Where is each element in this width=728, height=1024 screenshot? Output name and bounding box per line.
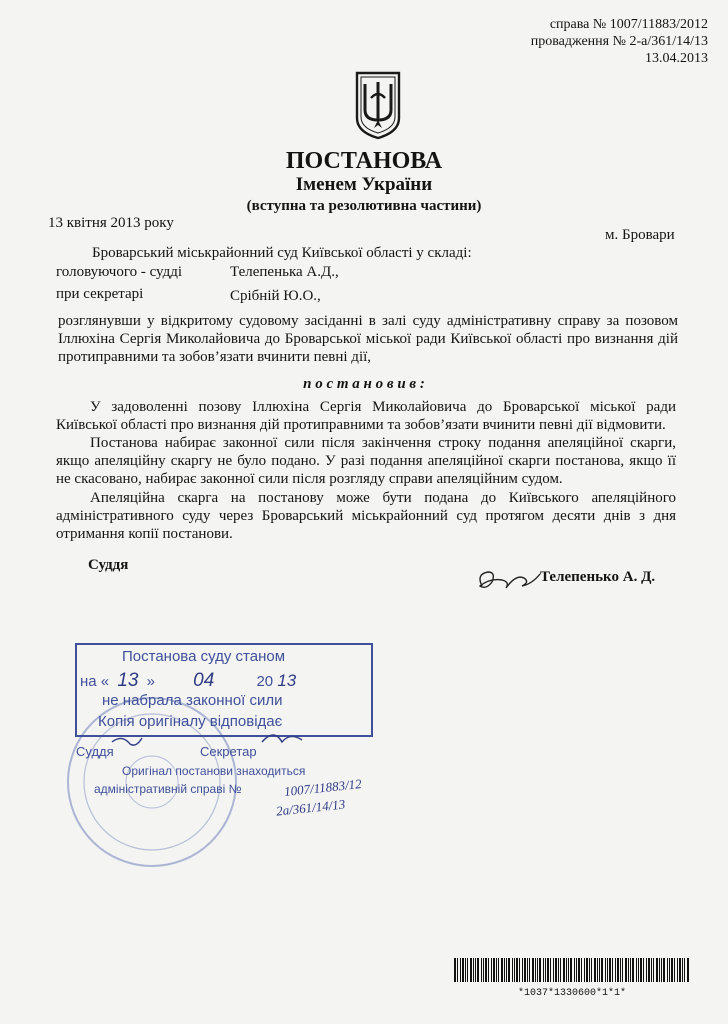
stamp-secretary-label: Секретар	[200, 744, 257, 759]
coat-of-arms-icon	[353, 70, 403, 140]
hearing-date: 13 квітня 2013 року	[48, 215, 174, 231]
stamp-line-2: на « 13 » 04 20 13	[80, 670, 297, 691]
case-info	[531, 16, 708, 67]
judge-name: Телепенька А.Д.,	[230, 264, 339, 280]
barcode-icon	[452, 958, 692, 982]
court-stamp	[50, 640, 380, 870]
stamp-handwritten-case-2: 2а/361/14/13	[275, 796, 346, 819]
stamp-day: 13	[117, 670, 139, 691]
stamp-line-7: адміністративній справі №	[94, 782, 242, 796]
signature-label: Суддя	[88, 557, 129, 573]
document-title: ПОСТАНОВА	[285, 148, 443, 174]
judge-label: головуючого - судді	[56, 264, 183, 280]
proceeding-number: провадження № 2-а/361/14/13	[530, 34, 708, 49]
stamp-handwritten-case: 1007/11883/12	[283, 775, 363, 800]
case-date: 13.04.2013	[645, 51, 708, 66]
signature-name: Телепенько А. Д.	[540, 569, 656, 585]
stamp-judge-label: Суддя	[76, 744, 114, 759]
barcode	[452, 958, 692, 999]
secretary-label: при секретарі	[56, 286, 144, 302]
stamp-line-4: Копія оригіналу відповідає	[98, 713, 283, 730]
ruled-heading: п о с т а н о в и в :	[303, 376, 425, 392]
stamp-year: 13	[277, 671, 297, 690]
decision-paragraph-1: У задоволенні позову Іллюхіна Сергія Миколайовича до Броварської міської ради Київської області про визнання дій протиправними та зобов’язати вчинити певні дії відмовити.	[56, 399, 676, 433]
stamp-month: 04	[193, 670, 215, 691]
stamp-line-3: не набрала законної сили	[102, 692, 283, 709]
court-composition: Броварський міськрайонний суд Київської області у складі:	[92, 245, 472, 261]
barcode-text: *1037*1330600*1*1*	[517, 988, 627, 999]
stamp-line-6: Оригінал постанови знаходиться	[122, 764, 306, 778]
judge-signature	[472, 560, 544, 600]
decision-paragraph-2: Постанова набирає законної сили після закінчення строку подання апеляційної скарги, якщо апеляційну скаргу не було подано. У разі подання апеляційної скарги постанова, якщо її не скасовано, набирає законної сили після розгляду справи апеляційним судом.	[56, 435, 676, 487]
hearing-city: м. Бровари	[605, 227, 675, 243]
stamp-year-prefix: 20	[256, 673, 274, 690]
decision-paragraph-3: Апеляційна скарга на постанову може бути подана до Київського апеляційного адміністративного суду через Броварський міськрайонний суд протягом десяти днів з дня отримання копії постанови.	[56, 490, 676, 542]
document-note: (вступна та резолютивна частини)	[246, 198, 482, 214]
case-number: справа № 1007/11883/2012	[549, 17, 708, 32]
stamp-date-prefix: на «	[80, 673, 110, 690]
secretary-name: Срібній Ю.О.,	[230, 288, 321, 304]
document-subtitle: Іменем України	[295, 174, 433, 195]
stamp-line-1: Постанова суду станом	[122, 648, 286, 665]
considered-paragraph: розглянувши у відкритому судовому засіданні в залі суду адміністративну справу за позовом Іллюхіна Сергія Миколайовича до Броварської міської ради Київської області про визнання дій протиправними та зобов’язати вчинити певні дії,	[58, 313, 678, 365]
